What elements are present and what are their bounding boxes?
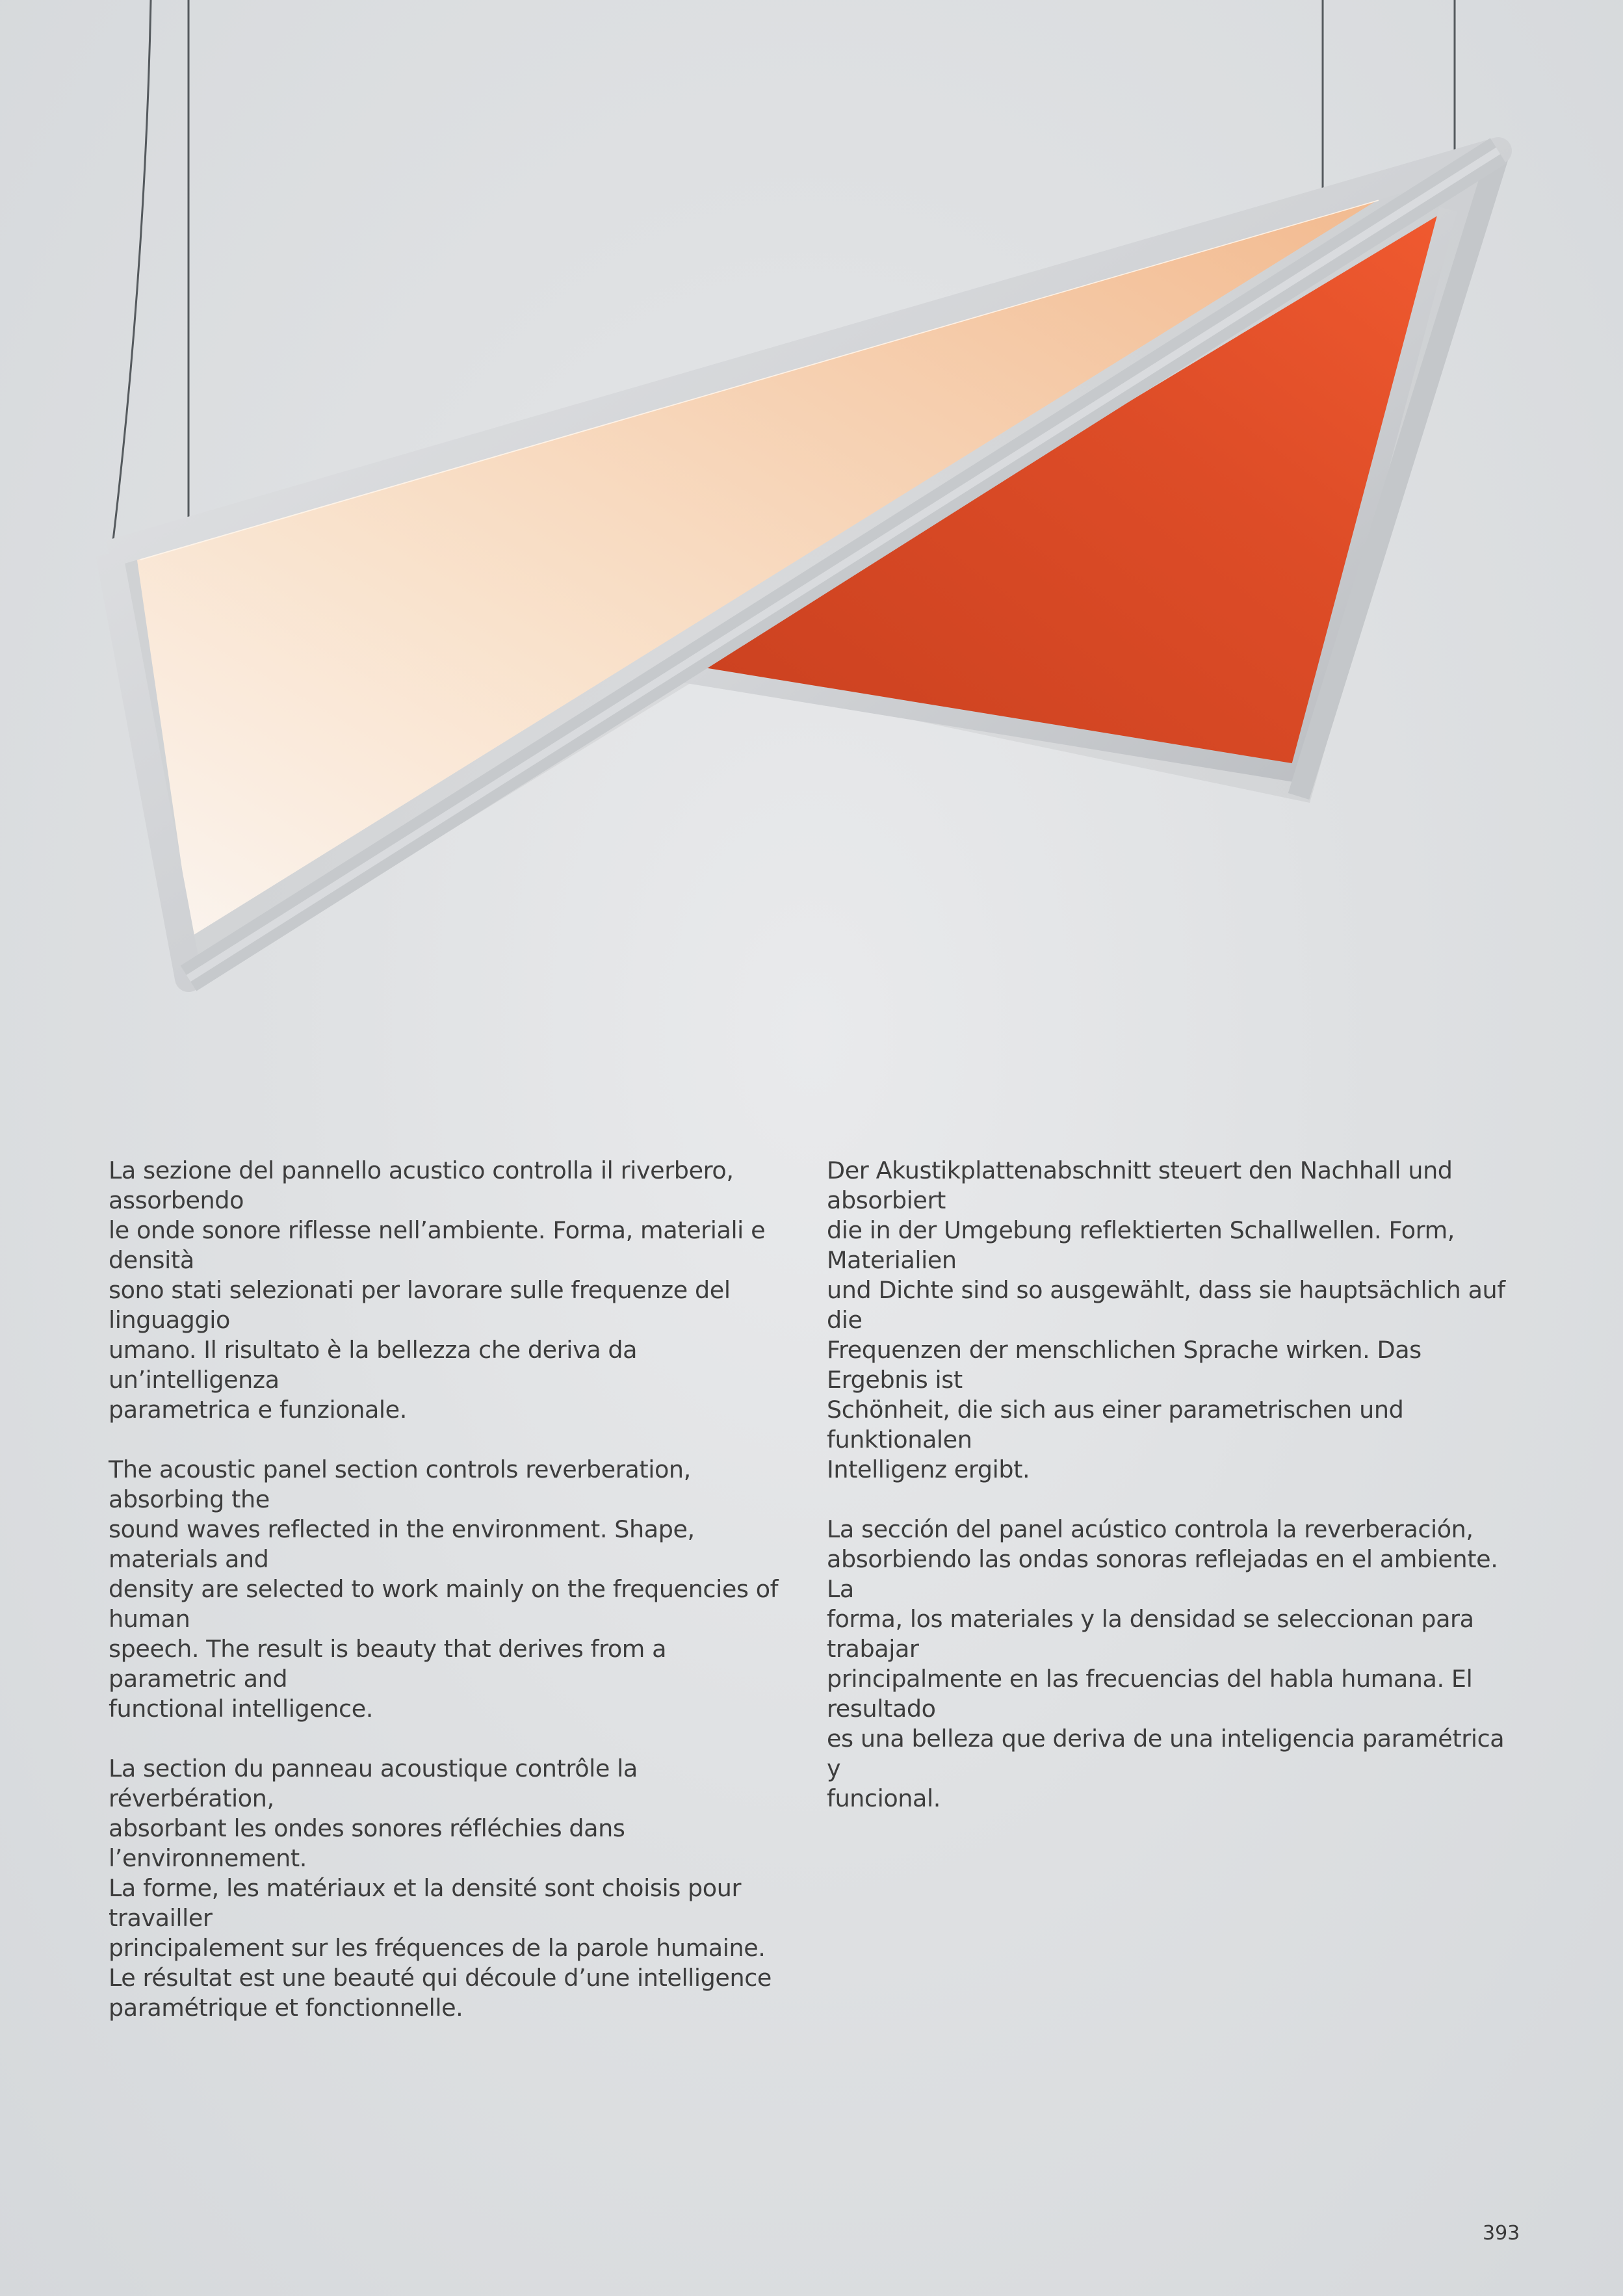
text-column-left [109, 1156, 801, 2053]
pendant-lamp-photo [0, 0, 1623, 1040]
paragraph-french: La section du panneau acoustique contrôle la réverbération, absorbant les ondes sonores réfléchies dans l’environnement. La forme, les matériaux et la densité sont choisis pour travailler principalement sur les fréquences de la parole humaine. Le résultat est une beauté qui découle d’une intelligence paramétrique et fonctionnelle. [109, 1755, 772, 2022]
text-column-right [827, 1156, 1519, 1844]
paragraph-english: The acoustic panel section controls reverberation, absorbing the sound waves reflected in the environment. Shape, materials and density are selected to work mainly on the frequencies of human speech. The result is beauty that derives from a parametric and functional intelligence. [109, 1455, 779, 1723]
page-number: 393 [1483, 2222, 1520, 2245]
paragraph-german: Der Akustikplattenabschnitt steuert den Nachhall und absorbiert die in der Umgebung reflektierten Schallwellen. Form, Materialien und Dichte sind so ausgewählt, dass sie hauptsächlich auf die Frequenzen der menschlichen Sprache wirken. Das Ergebnis ist Schönheit, die sich aus einer parametrischen und funktionalen Intelligenz ergibt. [827, 1156, 1505, 1483]
paragraph-italian: La sezione del pannello acustico controlla il riverbero, assorbendo le onde sonore riflesse nell’ambiente. Forma, materiali e densità sono stati selezionati per lavorare sulle frequenze del linguaggio umano. Il risultato è la bellezza che deriva da un’intelligenza parametrica e funzionale. [109, 1156, 766, 1424]
paragraph-spanish: La sección del panel acústico controla la reverberación, absorbiendo las ondas sonoras reflejadas en el ambiente. La forma, los materiales y la densidad se seleccionan para trabajar principalmente en las frecuencias del habla humana. El resultado es una belleza que deriva de una inteligencia paramétrica y funcional. [827, 1515, 1505, 1812]
